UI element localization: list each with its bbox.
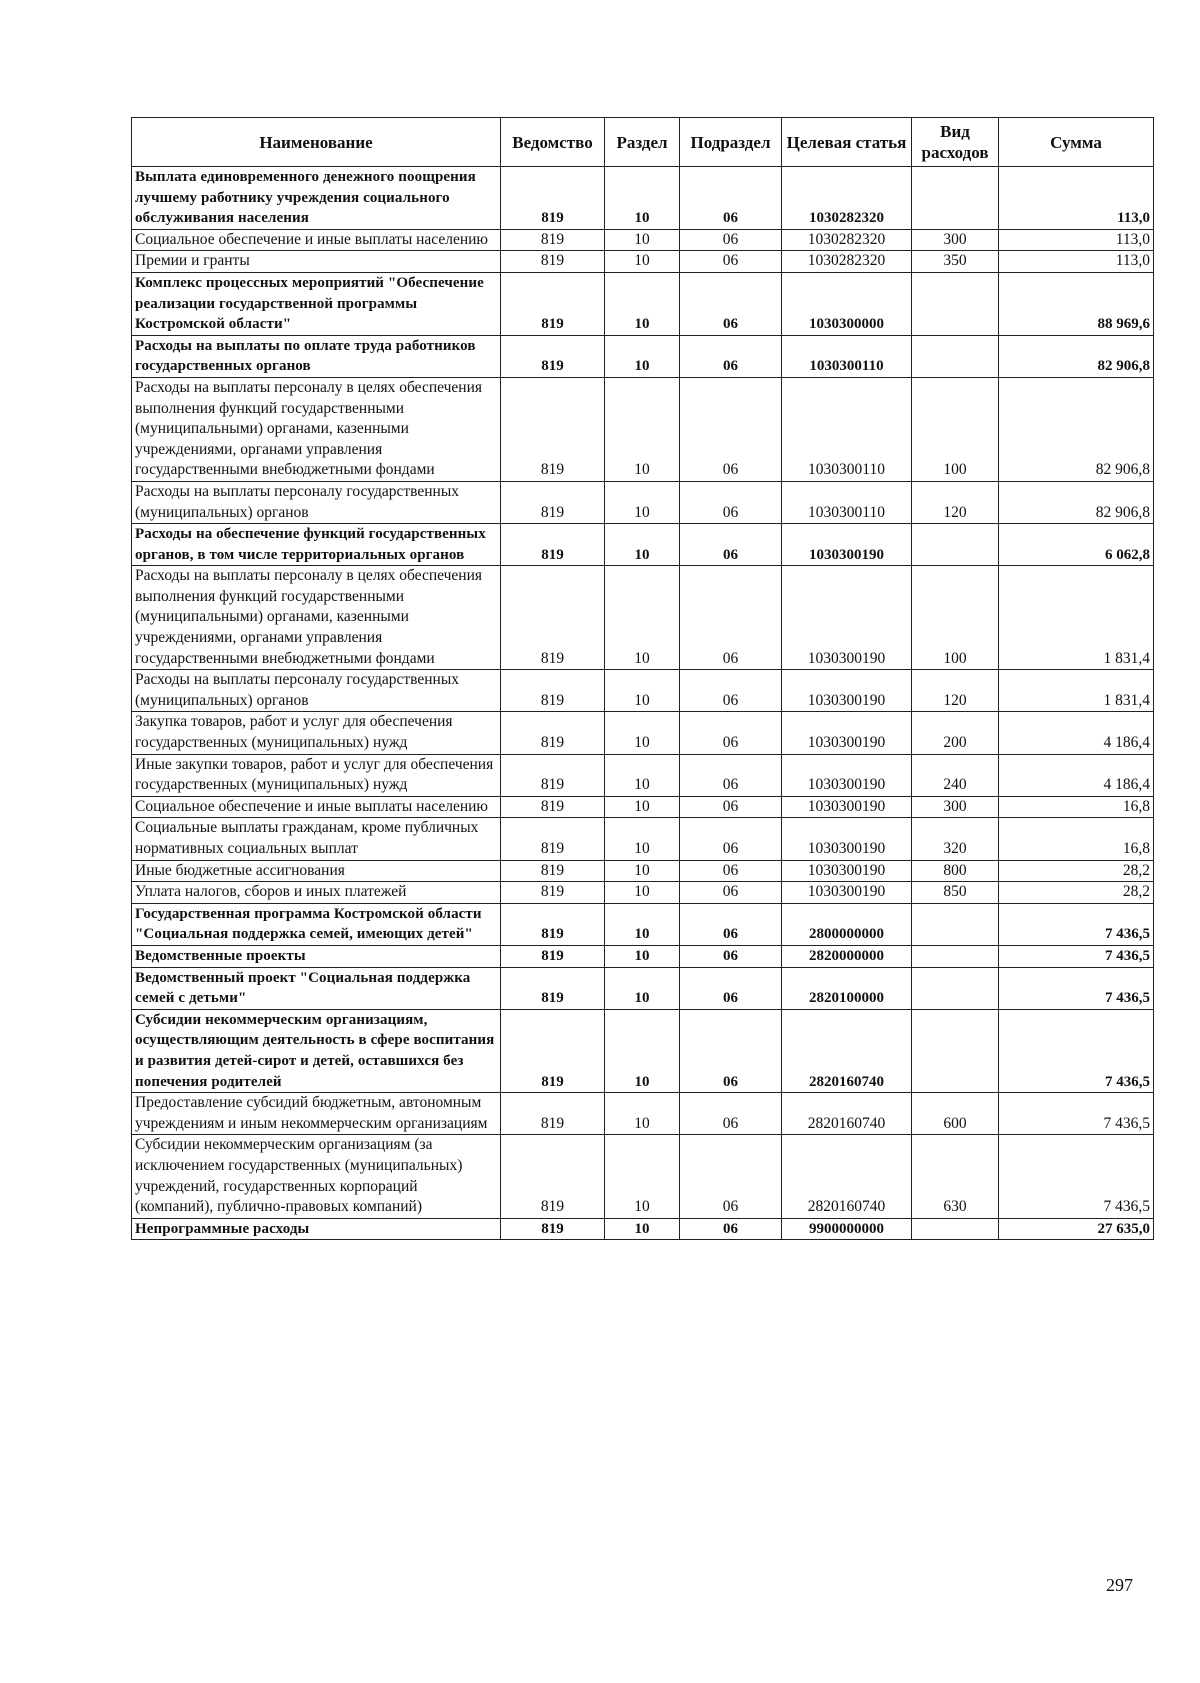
cell-kind: 120 — [912, 670, 999, 712]
table-row — [132, 882, 1154, 904]
cell-section: 10 — [605, 945, 680, 967]
table-body — [132, 167, 1154, 1240]
cell-sum: 113,0 — [999, 251, 1154, 273]
table-row — [132, 1218, 1154, 1240]
cell-dept: 819 — [501, 818, 605, 860]
cell-subsection: 06 — [680, 272, 782, 335]
cell-subsection: 06 — [680, 860, 782, 882]
cell-subsection: 06 — [680, 481, 782, 523]
cell-section: 10 — [605, 272, 680, 335]
cell-subsection: 06 — [680, 335, 782, 377]
cell-dept: 819 — [501, 251, 605, 273]
table-row — [132, 754, 1154, 796]
table-row — [132, 818, 1154, 860]
cell-sum: 82 906,8 — [999, 335, 1154, 377]
cell-sum: 88 969,6 — [999, 272, 1154, 335]
cell-sum: 113,0 — [999, 229, 1154, 251]
cell-kind: 800 — [912, 860, 999, 882]
cell-dept: 819 — [501, 945, 605, 967]
table-row — [132, 251, 1154, 273]
cell-sum: 7 436,5 — [999, 1093, 1154, 1135]
cell-section: 10 — [605, 229, 680, 251]
cell-dept: 819 — [501, 377, 605, 481]
cell-kind: 350 — [912, 251, 999, 273]
cell-target: 1030300190 — [782, 860, 912, 882]
header-target: Целевая статья — [782, 118, 912, 167]
cell-sum: 7 436,5 — [999, 1135, 1154, 1218]
cell-subsection: 06 — [680, 1218, 782, 1240]
cell-dept: 819 — [501, 860, 605, 882]
cell-kind: 850 — [912, 882, 999, 904]
cell-kind — [912, 524, 999, 566]
cell-target: 1030300190 — [782, 818, 912, 860]
cell-target: 9900000000 — [782, 1218, 912, 1240]
table-row — [132, 903, 1154, 945]
cell-kind — [912, 903, 999, 945]
cell-section: 10 — [605, 818, 680, 860]
table-row — [132, 1009, 1154, 1092]
cell-subsection: 06 — [680, 566, 782, 670]
table-row — [132, 967, 1154, 1009]
cell-sum: 16,8 — [999, 818, 1154, 860]
cell-name: Расходы на выплаты персоналу государственных (муниципальных) органов — [132, 670, 501, 712]
cell-kind: 300 — [912, 796, 999, 818]
cell-dept: 819 — [501, 272, 605, 335]
header-kind: Вид расходов — [912, 118, 999, 167]
table-row — [132, 712, 1154, 754]
cell-section: 10 — [605, 670, 680, 712]
cell-target: 1030300000 — [782, 272, 912, 335]
cell-target: 2820100000 — [782, 967, 912, 1009]
cell-kind — [912, 945, 999, 967]
cell-section: 10 — [605, 967, 680, 1009]
cell-subsection: 06 — [680, 1093, 782, 1135]
cell-section: 10 — [605, 1093, 680, 1135]
table-row — [132, 860, 1154, 882]
cell-subsection: 06 — [680, 377, 782, 481]
cell-dept: 819 — [501, 1218, 605, 1240]
cell-kind — [912, 272, 999, 335]
cell-name: Расходы на выплаты персоналу в целях обеспечения выполнения функций государственными (муниципальными) органами, казенными учреждениями, органами управления государственными внебюджетными фондами — [132, 566, 501, 670]
header-sum: Сумма — [999, 118, 1154, 167]
page-number: 297 — [1106, 1575, 1133, 1595]
cell-target: 2820160740 — [782, 1009, 912, 1092]
cell-section: 10 — [605, 754, 680, 796]
cell-dept: 819 — [501, 1009, 605, 1092]
cell-sum: 7 436,5 — [999, 967, 1154, 1009]
cell-section: 10 — [605, 1135, 680, 1218]
cell-sum: 7 436,5 — [999, 1009, 1154, 1092]
cell-subsection: 06 — [680, 1135, 782, 1218]
cell-name: Расходы на выплаты персоналу в целях обеспечения выполнения функций государственными (муниципальными) органами, казенными учреждениями, органами управления государственными внебюджетными фондами — [132, 377, 501, 481]
cell-target: 1030300110 — [782, 335, 912, 377]
cell-section: 10 — [605, 882, 680, 904]
cell-subsection: 06 — [680, 945, 782, 967]
cell-section: 10 — [605, 1009, 680, 1092]
cell-section: 10 — [605, 251, 680, 273]
table-row — [132, 335, 1154, 377]
cell-section: 10 — [605, 481, 680, 523]
cell-kind: 200 — [912, 712, 999, 754]
table-row — [132, 481, 1154, 523]
cell-dept: 819 — [501, 903, 605, 945]
table-row — [132, 229, 1154, 251]
table-row — [132, 566, 1154, 670]
cell-sum: 82 906,8 — [999, 481, 1154, 523]
cell-name: Субсидии некоммерческим организациям (за исключением государственных (муниципальных) учреждений, государственных корпораций (компаний), публично-правовых компаний) — [132, 1135, 501, 1218]
cell-target: 2820000000 — [782, 945, 912, 967]
table-row — [132, 1135, 1154, 1218]
cell-name: Государственная программа Костромской области "Социальная поддержка семей, имеющих детей" — [132, 903, 501, 945]
cell-kind: 240 — [912, 754, 999, 796]
cell-dept: 819 — [501, 524, 605, 566]
cell-subsection: 06 — [680, 796, 782, 818]
cell-kind — [912, 1009, 999, 1092]
budget-table-container — [131, 117, 1153, 1240]
cell-kind: 630 — [912, 1135, 999, 1218]
cell-section: 10 — [605, 796, 680, 818]
cell-target: 1030300190 — [782, 796, 912, 818]
cell-kind — [912, 335, 999, 377]
cell-subsection: 06 — [680, 167, 782, 230]
cell-name: Расходы на обеспечение функций государственных органов, в том числе территориальных органов — [132, 524, 501, 566]
cell-dept: 819 — [501, 712, 605, 754]
cell-target: 1030300190 — [782, 882, 912, 904]
cell-section: 10 — [605, 860, 680, 882]
cell-section: 10 — [605, 335, 680, 377]
cell-name: Комплекс процессных мероприятий "Обеспечение реализации государственной программы Костромской области" — [132, 272, 501, 335]
cell-name: Иные закупки товаров, работ и услуг для обеспечения государственных (муниципальных) нужд — [132, 754, 501, 796]
cell-target: 1030300190 — [782, 712, 912, 754]
cell-dept: 819 — [501, 229, 605, 251]
cell-subsection: 06 — [680, 903, 782, 945]
cell-subsection: 06 — [680, 229, 782, 251]
cell-subsection: 06 — [680, 524, 782, 566]
cell-subsection: 06 — [680, 1009, 782, 1092]
cell-name: Ведомственные проекты — [132, 945, 501, 967]
cell-subsection: 06 — [680, 882, 782, 904]
header-row — [132, 118, 1154, 167]
cell-name: Расходы на выплаты персоналу государственных (муниципальных) органов — [132, 481, 501, 523]
cell-sum: 7 436,5 — [999, 945, 1154, 967]
cell-kind: 100 — [912, 566, 999, 670]
cell-target: 1030300190 — [782, 566, 912, 670]
cell-dept: 819 — [501, 1135, 605, 1218]
cell-name: Закупка товаров, работ и услуг для обеспечения государственных (муниципальных) нужд — [132, 712, 501, 754]
cell-target: 1030282320 — [782, 251, 912, 273]
table-row — [132, 377, 1154, 481]
cell-name: Расходы на выплаты по оплате труда работников государственных органов — [132, 335, 501, 377]
header-dept: Ведомство — [501, 118, 605, 167]
cell-dept: 819 — [501, 754, 605, 796]
cell-dept: 819 — [501, 670, 605, 712]
cell-sum: 27 635,0 — [999, 1218, 1154, 1240]
cell-kind: 100 — [912, 377, 999, 481]
cell-section: 10 — [605, 524, 680, 566]
cell-target: 1030300110 — [782, 481, 912, 523]
cell-subsection: 06 — [680, 967, 782, 1009]
cell-section: 10 — [605, 1218, 680, 1240]
cell-subsection: 06 — [680, 670, 782, 712]
cell-target: 2820160740 — [782, 1093, 912, 1135]
table-row — [132, 670, 1154, 712]
cell-kind — [912, 1218, 999, 1240]
cell-sum: 4 186,4 — [999, 712, 1154, 754]
cell-dept: 819 — [501, 481, 605, 523]
cell-name: Социальное обеспечение и иные выплаты населению — [132, 796, 501, 818]
cell-sum: 113,0 — [999, 167, 1154, 230]
cell-target: 2820160740 — [782, 1135, 912, 1218]
cell-target: 1030282320 — [782, 229, 912, 251]
cell-sum: 16,8 — [999, 796, 1154, 818]
cell-name: Предоставление субсидий бюджетным, автономным учреждениям и иным некоммерческим организациям — [132, 1093, 501, 1135]
cell-sum: 1 831,4 — [999, 566, 1154, 670]
cell-section: 10 — [605, 377, 680, 481]
budget-table — [131, 117, 1154, 1240]
cell-name: Социальное обеспечение и иные выплаты населению — [132, 229, 501, 251]
table-row — [132, 272, 1154, 335]
header-subsection: Подраздел — [680, 118, 782, 167]
cell-name: Субсидии некоммерческим организациям, осуществляющим деятельность в сфере воспитания и развития детей-сирот и детей, оставшихся без попечения родителей — [132, 1009, 501, 1092]
table-row — [132, 945, 1154, 967]
cell-name: Иные бюджетные ассигнования — [132, 860, 501, 882]
cell-section: 10 — [605, 712, 680, 754]
cell-target: 1030282320 — [782, 167, 912, 230]
table-row — [132, 1093, 1154, 1135]
cell-sum: 4 186,4 — [999, 754, 1154, 796]
cell-target: 2800000000 — [782, 903, 912, 945]
cell-sum: 28,2 — [999, 860, 1154, 882]
cell-name: Уплата налогов, сборов и иных платежей — [132, 882, 501, 904]
cell-sum: 6 062,8 — [999, 524, 1154, 566]
cell-section: 10 — [605, 167, 680, 230]
cell-name: Непрограммные расходы — [132, 1218, 501, 1240]
cell-sum: 1 831,4 — [999, 670, 1154, 712]
cell-kind — [912, 167, 999, 230]
cell-subsection: 06 — [680, 251, 782, 273]
cell-dept: 819 — [501, 967, 605, 1009]
cell-kind: 320 — [912, 818, 999, 860]
cell-target: 1030300110 — [782, 377, 912, 481]
cell-dept: 819 — [501, 796, 605, 818]
table-row — [132, 524, 1154, 566]
table-row — [132, 796, 1154, 818]
header-name: Наименование — [132, 118, 501, 167]
cell-sum: 7 436,5 — [999, 903, 1154, 945]
cell-kind: 120 — [912, 481, 999, 523]
cell-dept: 819 — [501, 882, 605, 904]
cell-kind: 300 — [912, 229, 999, 251]
cell-target: 1030300190 — [782, 670, 912, 712]
table-row — [132, 167, 1154, 230]
cell-section: 10 — [605, 903, 680, 945]
cell-section: 10 — [605, 566, 680, 670]
cell-name: Выплата единовременного денежного поощрения лучшему работнику учреждения социального обслуживания населения — [132, 167, 501, 230]
cell-subsection: 06 — [680, 712, 782, 754]
cell-sum: 82 906,8 — [999, 377, 1154, 481]
cell-name: Социальные выплаты гражданам, кроме публичных нормативных социальных выплат — [132, 818, 501, 860]
cell-sum: 28,2 — [999, 882, 1154, 904]
cell-dept: 819 — [501, 167, 605, 230]
cell-target: 1030300190 — [782, 524, 912, 566]
cell-name: Ведомственный проект "Социальная поддержка семей с детьми" — [132, 967, 501, 1009]
cell-dept: 819 — [501, 1093, 605, 1135]
cell-subsection: 06 — [680, 754, 782, 796]
cell-kind: 600 — [912, 1093, 999, 1135]
cell-dept: 819 — [501, 566, 605, 670]
cell-name: Премии и гранты — [132, 251, 501, 273]
cell-subsection: 06 — [680, 818, 782, 860]
cell-dept: 819 — [501, 335, 605, 377]
header-section: Раздел — [605, 118, 680, 167]
cell-kind — [912, 967, 999, 1009]
cell-target: 1030300190 — [782, 754, 912, 796]
